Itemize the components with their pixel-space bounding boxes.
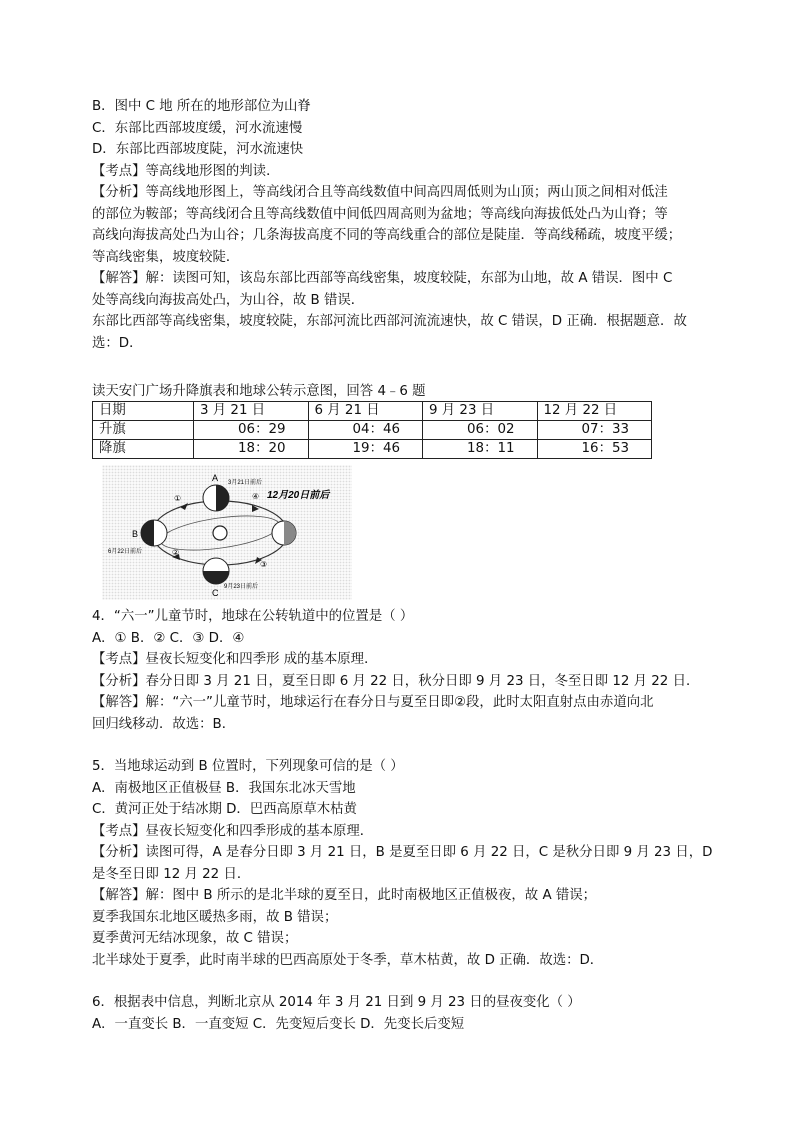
q5-line: 【分析】读图可得，A 是春分日即 3 月 21 日，B 是夏至日即 6 月 22 日，C 是秋分日即 9 月 23 日，D (92, 845, 713, 860)
part1-line: 的部位为鞍部；等高线闭合且等高线数值中间低四周高则为盆地；等高线向海拔低处凸为山脊；等 (92, 206, 668, 222)
question-4-block (92, 606, 702, 735)
question-5-block (92, 756, 713, 971)
table-cell: 06：02 (423, 421, 538, 440)
part1-line: 东部比西部等高线密集，坡度较陡，东部河流比西部河流流速快，故 C 错误，D 正确．根据题意．故 (92, 314, 687, 329)
earth-position-d (272, 521, 296, 545)
table-row (93, 421, 652, 440)
document-page (92, 96, 713, 1035)
table-cell: 07：33 (537, 421, 652, 440)
part1-line: 选：D． (92, 335, 143, 351)
q5-line: 【考点】昼夜长短变化和四季形成的基本原理． (92, 823, 374, 839)
q4-line: 【解答】解：“六一”儿童节时，地球运行在春分日与夏至日即②段，此时太阳直射点由赤道向北 (92, 695, 654, 710)
part1-line: 处等高线向海拔高处凸，为山谷，故 B 错误． (92, 292, 365, 308)
arrow-label-3: ③ (260, 560, 268, 569)
part1-line: C．东部比西部坡度缓，河水流速慢 (92, 120, 303, 136)
table-header-cell: 12 月 22 日 (537, 402, 652, 421)
q4-line: 4．“六一”儿童节时，地球在公转轨道中的位置是（ ） (92, 609, 414, 624)
label-a: A (212, 473, 219, 483)
part1-line: B．图中 C 地 所在的地形部位为山脊 (92, 99, 311, 114)
q5-line: 夏季黄河无结冰现象，故 C 错误； (92, 931, 298, 946)
earth-revolution-diagram (102, 465, 352, 600)
table-cell: 04：46 (308, 421, 423, 440)
q6-line: A．一直变长 B．一直变短 C．先变短后变长 D．先变长后变短 (92, 1016, 465, 1032)
label-b-date: 6月22日前后 (108, 549, 143, 555)
table-cell: 18：11 (423, 440, 538, 459)
q4-line: 【分析】春分日即 3 月 21 日，夏至日即 6 月 22 日，秋分日即 9 月 23 日，冬至日即 12 月 22 日． (92, 673, 700, 689)
part1-line: 等高线密集，坡度较陡． (92, 249, 240, 265)
sun-icon (213, 526, 227, 540)
table-cell: 16：53 (537, 440, 652, 459)
part1-block (92, 96, 702, 354)
q6-line: 6．根据表中信息，判断北京从 2014 年 3 月 21 日到 9 月 23 日的昼夜变化（ ） (92, 995, 581, 1010)
q4-line: 【考点】昼夜长短变化和四季形 成的基本原理． (92, 652, 378, 667)
q5-line: 北半球处于夏季，此时南半球的巴西高原处于冬季，草木枯黄，故 D 正确．故选：D． (92, 952, 604, 968)
table-header-row (93, 402, 652, 421)
earth-position-b (141, 520, 167, 546)
table-caption: 读天安门广场升降旗表和地球公转示意图，回答 4﹣6 题 (92, 384, 426, 399)
flag-schedule-table (92, 401, 652, 459)
arrow-label-2: ② (172, 548, 180, 557)
q5-line: C．黄河正处于结冰期 D．巴西高原草木枯黄 (92, 802, 357, 817)
table-header-cell: 6 月 21 日 (308, 402, 423, 421)
label-c-date: 9月23日前后 (224, 584, 259, 590)
q5-line: 夏季我国东北地区暖热多雨，故 B 错误； (92, 909, 338, 925)
q4-line: 回归线移动．故选：B． (92, 716, 236, 732)
table-header-cell: 3 月 21 日 (194, 402, 309, 421)
part1-line: 高线向海拔高处凸为山谷；几条海拔高度不同的等高线重合的部位是陡崖．等高线稀疏，坡度平缓； (92, 228, 682, 243)
label-b: B (132, 529, 139, 539)
label-a-date: 3月21日前后 (228, 480, 263, 486)
part1-line: 【考点】等高线地形图的判读． (92, 163, 280, 179)
table-row (93, 440, 652, 459)
table-cell: 19：46 (308, 440, 423, 459)
table-header-cell: 9 月 23 日 (423, 402, 538, 421)
part1-line: 【分析】等高线地形图上，等高线闭合且等高线数值中间高四周低则为山顶；两山顶之间相对低洼 (92, 185, 668, 200)
table-cell: 06：29 (194, 421, 309, 440)
table-cell: 升旗 (93, 421, 194, 440)
table-cell: 18：20 (194, 440, 309, 459)
q4-line: A．① B．② C．③ D．④ (92, 630, 245, 646)
arrow-label-1: ① (174, 494, 182, 503)
earth-position-c (203, 558, 229, 584)
q5-line: 【解答】解：图中 B 所示的是北半球的夏至日，此时南极地区正值极夜，故 A 错误； (92, 888, 597, 903)
part1-line: 【解答】解：读图可知，该岛东部比西部等高线密集，坡度较陡，东部为山地，故 A 错误．图中 C (92, 271, 673, 286)
label-d-date: 12月20日前后 (267, 490, 330, 501)
label-c: C (212, 588, 219, 598)
question-6-block (92, 992, 702, 1035)
part1-line: D．东部比西部坡度陡，河水流速快 (92, 142, 304, 157)
table-header-cell: 日期 (93, 402, 194, 421)
earth-position-a (203, 485, 229, 511)
q5-line: 是冬至日即 12 月 22 日． (92, 866, 251, 882)
q5-line: A．南极地区正值极昼 B．我国东北冰天雪地 (92, 780, 356, 796)
q5-line: 5．当地球运动到 B 位置时，下列现象可信的是（ ） (92, 759, 404, 774)
arrow-label-4: ④ (252, 492, 260, 501)
table-cell: 降旗 (93, 440, 194, 459)
